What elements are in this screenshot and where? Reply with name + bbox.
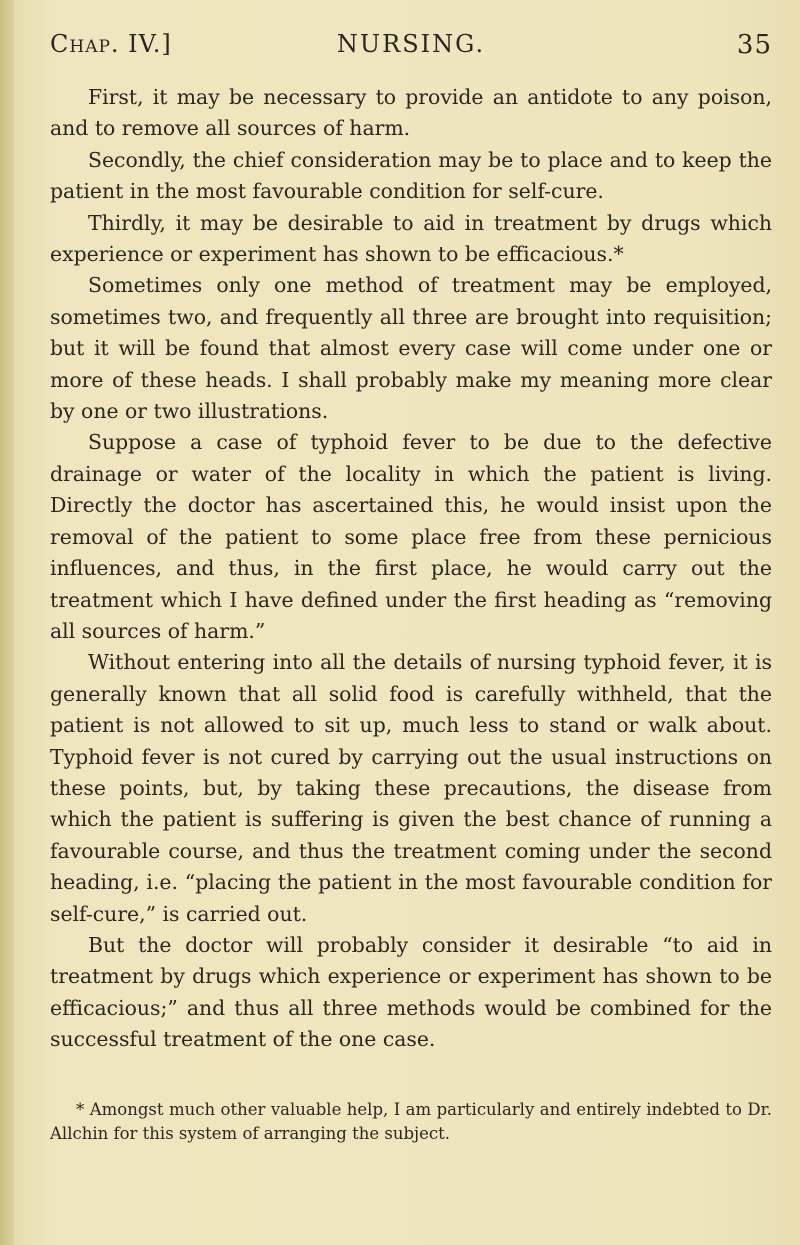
paragraph-thirdly: Thirdly, it may be desirable to aid in treatment by drugs which experience or experiment has shown to be efficacious.* <box>50 210 772 267</box>
page-number: 35 <box>736 30 772 60</box>
running-header <box>50 30 772 66</box>
paragraph-sometimes: Sometimes only one method of treatment may be employed, sometimes two, and frequently all three are brought into requisition; but it will be found that almost every case will come under one or more of these heads. I shall probably make my meaning more clear by one or two illustrations. <box>50 273 772 424</box>
paragraph-suppose: Suppose a case of typhoid fever to be due to the defective drainage or water of the locality in which the patient is living. Directly the doctor has ascertained this, he would insist upon the removal of the patient to some place free from these pernicious influences, and thus, in the first place, he would carry out the treatment which I have defined under the first heading as “removing all sources of harm.” <box>50 430 772 643</box>
paragraph-secondly: Secondly, the chief consideration may be to place and to keep the patient in the most favourable condition for self-cure. <box>50 147 772 204</box>
running-title: NURSING. <box>336 30 486 58</box>
footnote: * Amongst much other valuable help, I am particularly and entirely indebted to Dr. Allchin for this system of arranging the subject. <box>50 1100 772 1143</box>
chapter-label: Chap. IV.] <box>50 30 172 58</box>
paragraph-but-the-doctor: But the doctor will probably consider it desirable “to aid in treatment by drugs which experience or experiment has shown to be efficacious;” and thus all three methods would be combined for the successful treatment of the one case. <box>50 932 772 1052</box>
page-spine-shadow <box>0 0 14 1245</box>
paragraph-first: First, it may be necessary to provide an antidote to any poison, and to remove all sources of harm. <box>50 85 772 141</box>
paragraph-without-entering: Without entering into all the details of nursing typhoid fever, it is generally known that all solid food is carefully withheld, that the patient is not allowed to sit up, much less to stand or walk about. Typhoid fever is not cured by carrying out the usual instructions on these points, but, by taking these precautions, the disease from which the patient is suffering is given the best chance of running a favourable course, and thus the treatment coming under the second heading, i.e. “placing the patient in the most favourable condition for self-cure,” is carried out. <box>50 650 772 926</box>
body-text <box>50 82 772 1056</box>
